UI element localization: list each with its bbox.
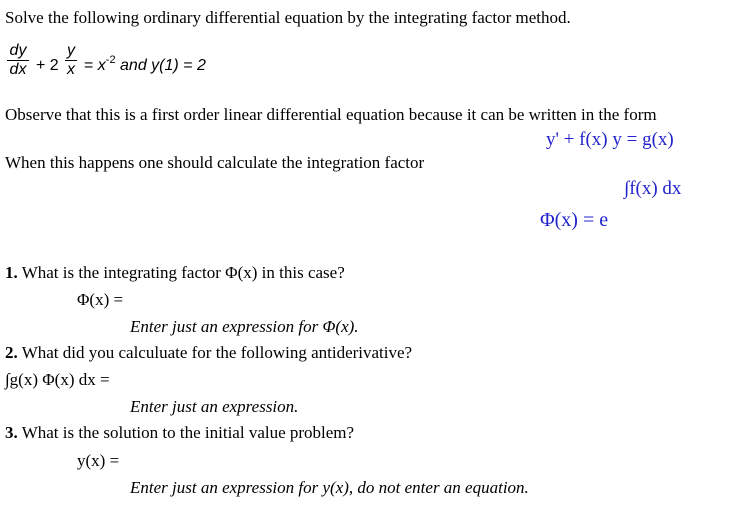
question-1	[5, 263, 345, 283]
answer-label-3: y(x) =	[77, 451, 120, 470]
exponent: -2	[105, 54, 116, 66]
question-number: 2.	[5, 343, 18, 362]
answer-hint-1: Enter just an expression for Φ(x).	[130, 317, 359, 336]
dy-dx-fraction	[7, 43, 29, 78]
equals-sign: =	[84, 57, 98, 74]
question-text: What did you calculuate for the following antiderivative?	[21, 343, 413, 362]
question-3	[5, 423, 354, 443]
question-number: 3.	[5, 423, 18, 442]
x-variable: x	[97, 57, 106, 74]
factor-formula: Φ(x) = e	[540, 209, 609, 231]
observe-text: Observe that this is a first order linear differential equation because it can be written in the form	[5, 105, 657, 124]
question-2	[5, 343, 412, 363]
fraction-denominator: x	[67, 61, 75, 78]
question-text: What is the integrating factor Φ(x) in this case?	[21, 263, 345, 282]
initial-condition: and y(1) = 2	[115, 57, 206, 74]
plus-two: + 2	[36, 57, 59, 74]
fraction-denominator: dx	[9, 61, 27, 78]
y-over-x-fraction	[65, 43, 77, 78]
answer-label-2: ∫g(x) Φ(x) dx =	[5, 370, 110, 389]
fraction-numerator: y	[67, 42, 75, 59]
standard-form: y' + f(x) y = g(x)	[546, 129, 674, 150]
factor-exponent: ∫f(x) dx	[624, 178, 682, 199]
equation-rhs	[84, 54, 206, 75]
problem-intro: Solve the following ordinary differential equation by the integrating factor method.	[5, 8, 571, 27]
question-text: What is the solution to the initial value problem?	[21, 423, 355, 442]
when-text: When this happens one should calculate the integration factor	[5, 153, 425, 172]
fraction-numerator: dy	[9, 42, 27, 59]
answer-label-1: Φ(x) =	[77, 290, 124, 309]
answer-hint-3: Enter just an expression for y(x), do not enter an equation.	[130, 478, 529, 497]
question-number: 1.	[5, 263, 18, 282]
answer-hint-2: Enter just an expression.	[130, 397, 299, 416]
